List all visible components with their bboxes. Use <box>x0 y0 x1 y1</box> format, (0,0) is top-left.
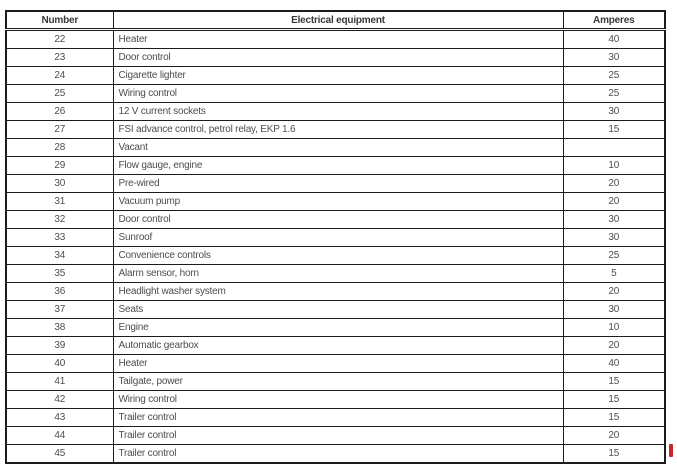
table-row <box>6 265 665 283</box>
cell-amperes: 15 <box>563 445 665 464</box>
cell-equipment: Heater <box>113 30 563 49</box>
cell-equipment: Seats <box>113 301 563 319</box>
cell-equipment: Automatic gearbox <box>113 337 563 355</box>
table-row <box>6 139 665 157</box>
cell-amperes: 20 <box>563 193 665 211</box>
cell-amperes: 10 <box>563 157 665 175</box>
cell-number: 45 <box>6 445 113 464</box>
cell-equipment: Engine <box>113 319 563 337</box>
cell-number: 26 <box>6 103 113 121</box>
cell-amperes: 40 <box>563 30 665 49</box>
cell-equipment: Door control <box>113 211 563 229</box>
cell-amperes: 10 <box>563 319 665 337</box>
cell-amperes: 30 <box>563 301 665 319</box>
cell-equipment: Wiring control <box>113 391 563 409</box>
cell-equipment: Tailgate, power <box>113 373 563 391</box>
table-row <box>6 247 665 265</box>
cell-amperes: 15 <box>563 373 665 391</box>
cell-number: 31 <box>6 193 113 211</box>
cell-amperes: 15 <box>563 409 665 427</box>
table-row <box>6 103 665 121</box>
cell-amperes: 40 <box>563 355 665 373</box>
cell-amperes: 25 <box>563 85 665 103</box>
cell-amperes: 20 <box>563 427 665 445</box>
table-row <box>6 337 665 355</box>
cell-number: 37 <box>6 301 113 319</box>
cell-number: 28 <box>6 139 113 157</box>
cell-amperes: 5 <box>563 265 665 283</box>
cell-equipment: FSI advance control, petrol relay, EKP 1.6 <box>113 121 563 139</box>
cell-number: 27 <box>6 121 113 139</box>
cell-amperes: 30 <box>563 229 665 247</box>
cell-equipment: Trailer control <box>113 409 563 427</box>
cell-equipment: Vacuum pump <box>113 193 563 211</box>
cell-equipment: Flow gauge, engine <box>113 157 563 175</box>
cell-equipment: Trailer control <box>113 445 563 464</box>
cell-amperes <box>563 139 665 157</box>
cell-equipment: 12 V current sockets <box>113 103 563 121</box>
table-row <box>6 283 665 301</box>
cell-amperes: 30 <box>563 49 665 67</box>
cell-equipment: Pre-wired <box>113 175 563 193</box>
cell-equipment: Cigarette lighter <box>113 67 563 85</box>
column-header-equipment: Electrical equipment <box>113 11 563 30</box>
cell-equipment: Door control <box>113 49 563 67</box>
column-header-amperes: Amperes <box>563 11 665 30</box>
cell-number: 38 <box>6 319 113 337</box>
table-row <box>6 67 665 85</box>
table-row <box>6 427 665 445</box>
cell-amperes: 20 <box>563 175 665 193</box>
cell-number: 43 <box>6 409 113 427</box>
cell-number: 29 <box>6 157 113 175</box>
cell-number: 40 <box>6 355 113 373</box>
cell-amperes: 20 <box>563 337 665 355</box>
table-row <box>6 175 665 193</box>
cell-equipment: Vacant <box>113 139 563 157</box>
cell-number: 39 <box>6 337 113 355</box>
cell-amperes: 15 <box>563 391 665 409</box>
cell-number: 25 <box>6 85 113 103</box>
cell-amperes: 30 <box>563 103 665 121</box>
cell-equipment: Wiring control <box>113 85 563 103</box>
table-row <box>6 211 665 229</box>
cell-number: 35 <box>6 265 113 283</box>
table-row <box>6 301 665 319</box>
table-row <box>6 319 665 337</box>
table-row <box>6 193 665 211</box>
cell-amperes: 20 <box>563 283 665 301</box>
cell-equipment: Headlight washer system <box>113 283 563 301</box>
table-row <box>6 121 665 139</box>
table-row <box>6 373 665 391</box>
cell-number: 32 <box>6 211 113 229</box>
cell-equipment: Heater <box>113 355 563 373</box>
cell-number: 34 <box>6 247 113 265</box>
cell-amperes: 25 <box>563 67 665 85</box>
header-row <box>6 11 665 30</box>
cell-equipment: Convenience controls <box>113 247 563 265</box>
cell-amperes: 25 <box>563 247 665 265</box>
table-row <box>6 355 665 373</box>
table-row <box>6 30 665 49</box>
table-row <box>6 409 665 427</box>
cell-number: 30 <box>6 175 113 193</box>
cell-number: 42 <box>6 391 113 409</box>
cell-equipment: Sunroof <box>113 229 563 247</box>
cell-equipment: Trailer control <box>113 427 563 445</box>
cell-number: 33 <box>6 229 113 247</box>
table-row <box>6 49 665 67</box>
table-row <box>6 157 665 175</box>
cell-number: 22 <box>6 30 113 49</box>
cell-amperes: 15 <box>563 121 665 139</box>
fuse-table <box>5 10 666 464</box>
table-row <box>6 391 665 409</box>
cell-number: 24 <box>6 67 113 85</box>
red-cursor-marker <box>669 444 673 457</box>
table-row <box>6 445 665 464</box>
cell-amperes: 30 <box>563 211 665 229</box>
cell-number: 41 <box>6 373 113 391</box>
table-row <box>6 85 665 103</box>
cell-equipment: Alarm sensor, horn <box>113 265 563 283</box>
cell-number: 23 <box>6 49 113 67</box>
column-header-number: Number <box>6 11 113 30</box>
cell-number: 44 <box>6 427 113 445</box>
cell-number: 36 <box>6 283 113 301</box>
table-row <box>6 229 665 247</box>
